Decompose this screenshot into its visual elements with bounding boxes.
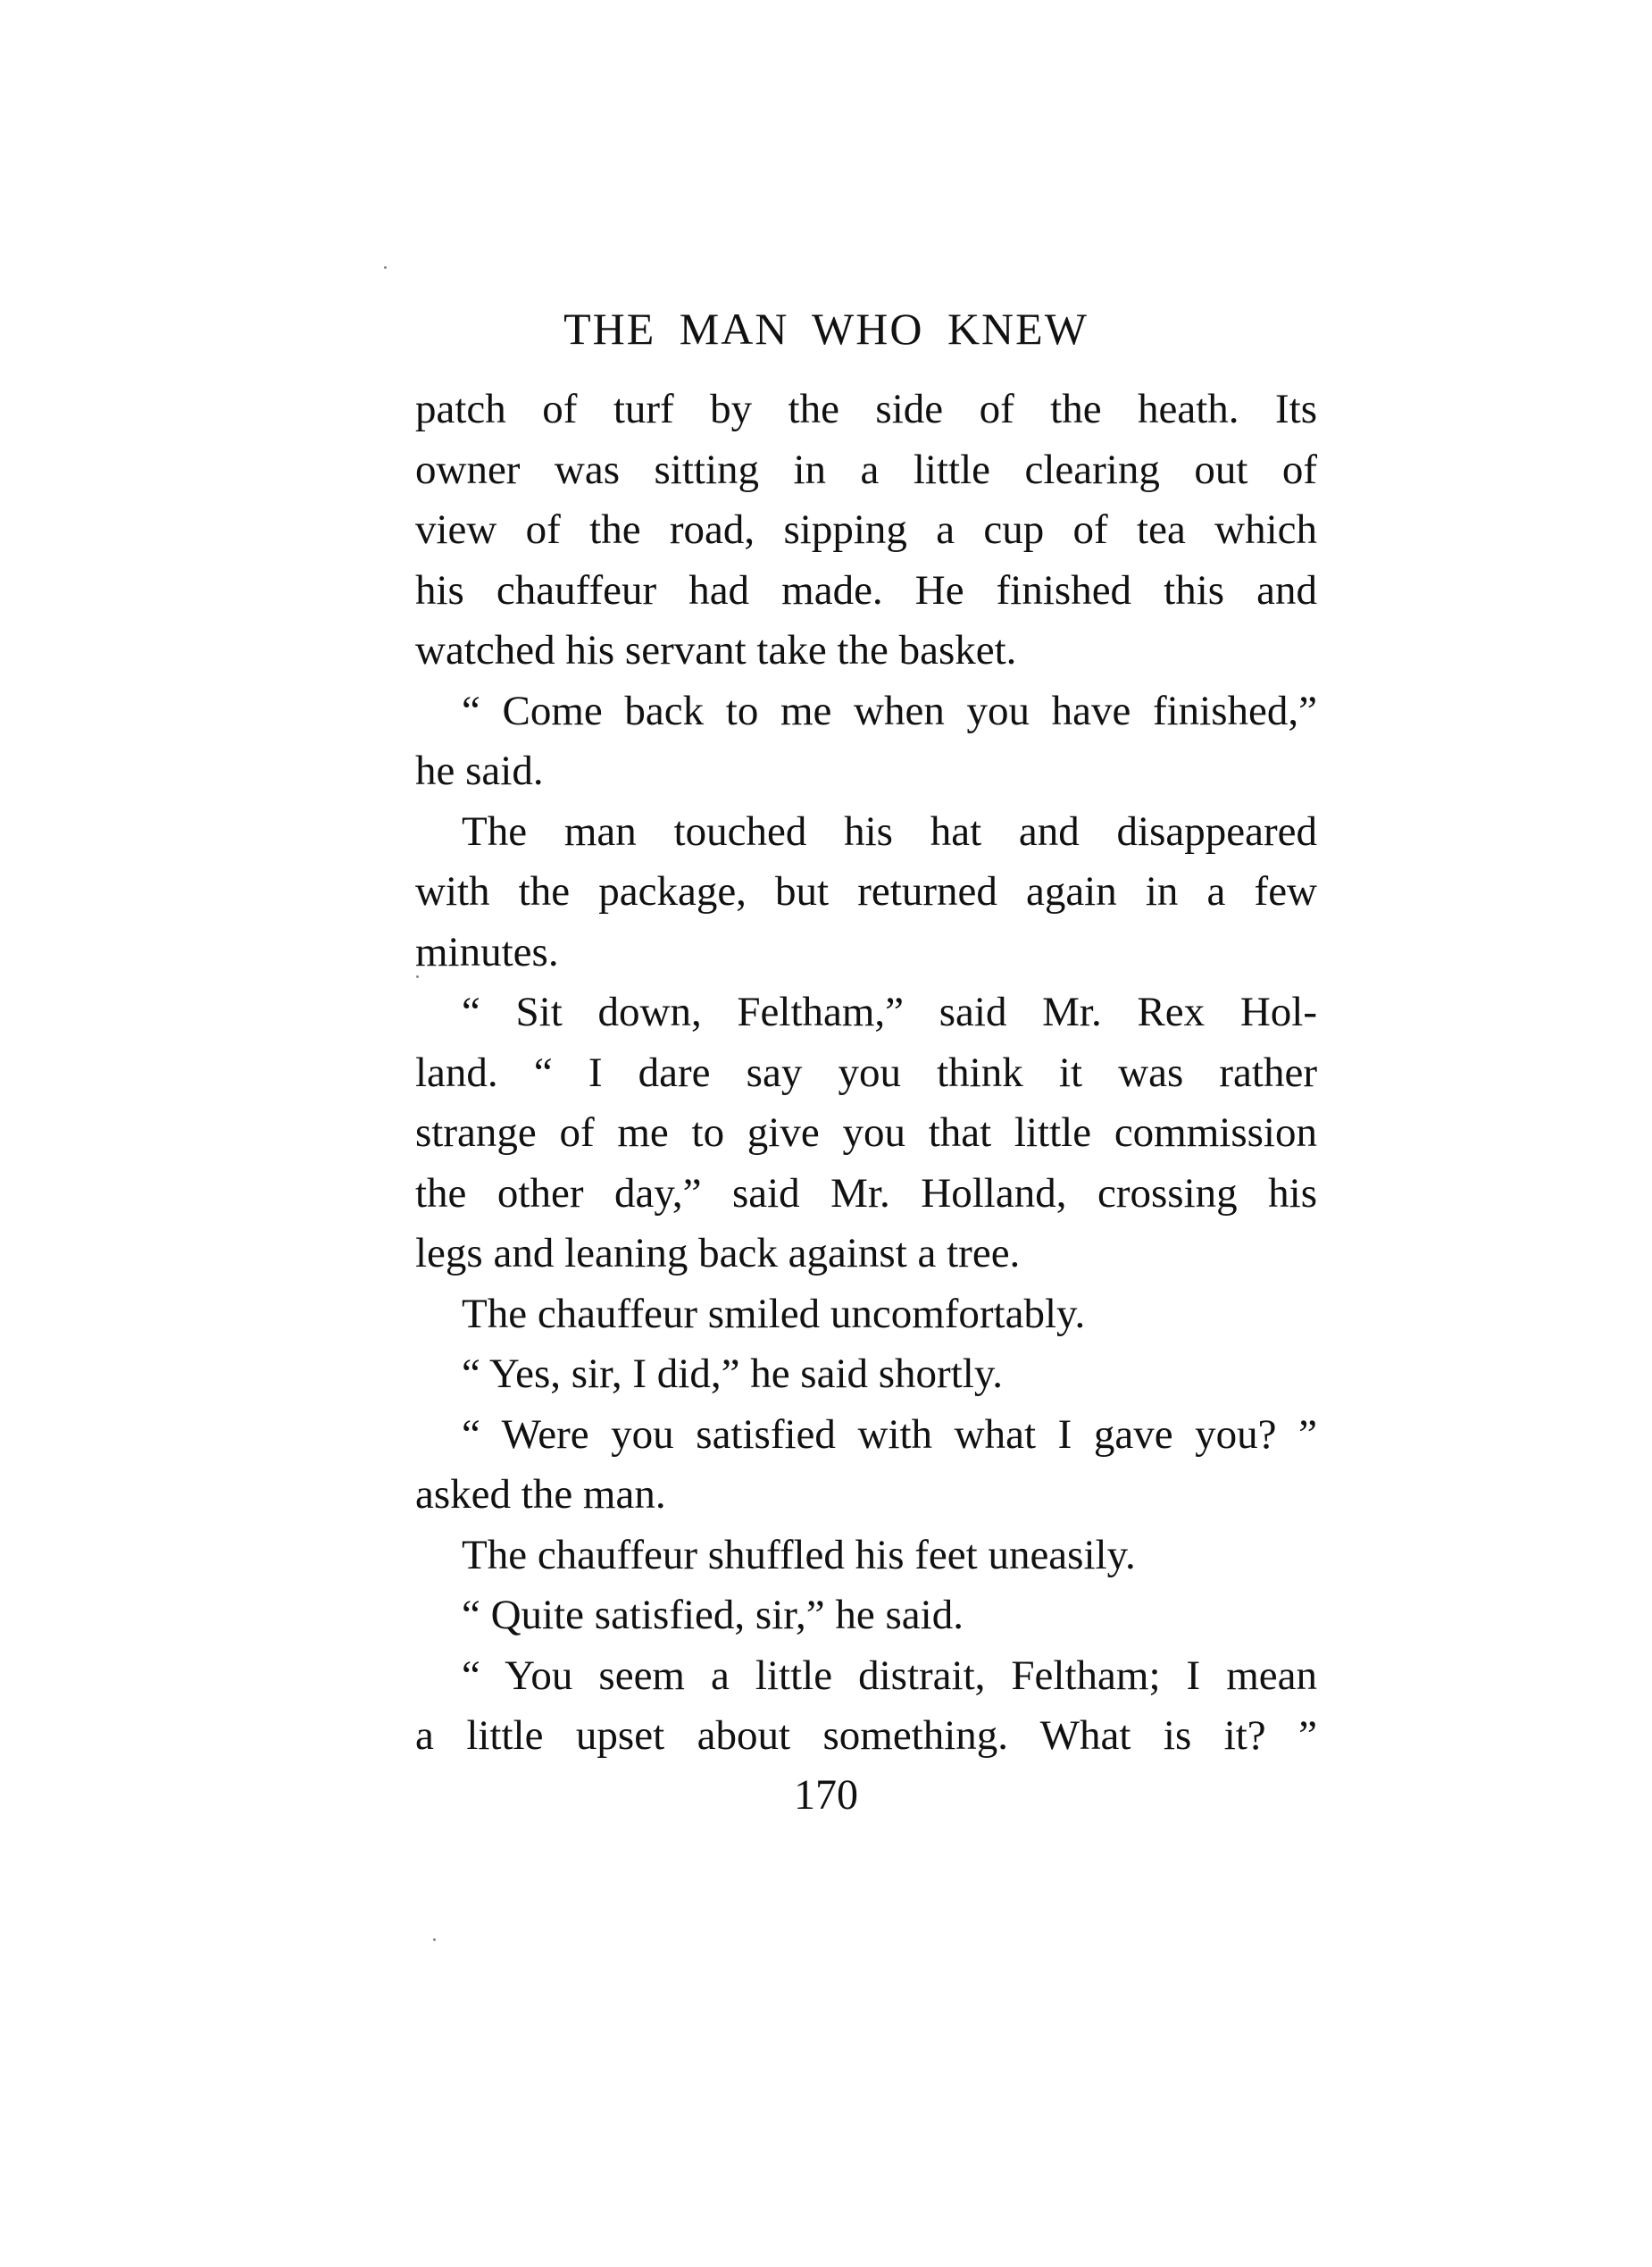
- text-line: “ Yes, sir, I did,” he said shortly.: [462, 1351, 1004, 1397]
- text-line: with the package, but returned again in a few: [415, 868, 1317, 915]
- text-line: “ Come back to me when you have finished,”: [462, 687, 1317, 734]
- paper-speck: [416, 975, 419, 978]
- text-line: strange of me to give you that little commission: [415, 1109, 1317, 1156]
- text-line: owner was sitting in a little clearing out of: [415, 446, 1317, 493]
- text-line: The chauffeur smiled uncomfortably.: [462, 1290, 1086, 1337]
- running-head: THE MAN WHO KNEW: [563, 304, 1089, 354]
- text-line: “ Were you satisfied with what I gave you? ”: [462, 1410, 1317, 1458]
- paper-speck: [384, 266, 387, 269]
- text-line: The man touched his hat and disappeared: [462, 807, 1317, 855]
- text-line: asked the man.: [415, 1471, 666, 1518]
- paper-speck: [433, 1938, 436, 1941]
- text-line: a little upset about something. What is it? ”: [415, 1712, 1317, 1759]
- text-line: legs and leaning back against a tree.: [415, 1230, 1021, 1276]
- text-line: watched his servant take the basket.: [415, 627, 1017, 673]
- text-line: land. “ I dare say you think it was rather: [415, 1049, 1317, 1096]
- text-line: he said.: [415, 748, 544, 794]
- text-line: his chauffeur had made. He finished this and: [415, 566, 1317, 614]
- text-line: “ Sit down, Feltham,” said Mr. Rex Hol-: [462, 989, 1317, 1035]
- text-line: The chauffeur shuffled his feet uneasily.: [462, 1531, 1136, 1578]
- text-line: patch of turf by the side of the heath. Its: [415, 386, 1317, 432]
- text-line: view of the road, sipping a cup of tea which: [415, 506, 1317, 553]
- body-text: [415, 380, 1317, 1767]
- text-line: “ Quite satisfied, sir,” he said.: [462, 1592, 964, 1638]
- page-number: 170: [794, 1771, 858, 1819]
- text-line: the other day,” said Mr. Holland, crossing his: [415, 1169, 1317, 1217]
- text-line: minutes.: [415, 928, 559, 975]
- text-line: “ You seem a little distrait, Feltham; I mean: [462, 1652, 1317, 1699]
